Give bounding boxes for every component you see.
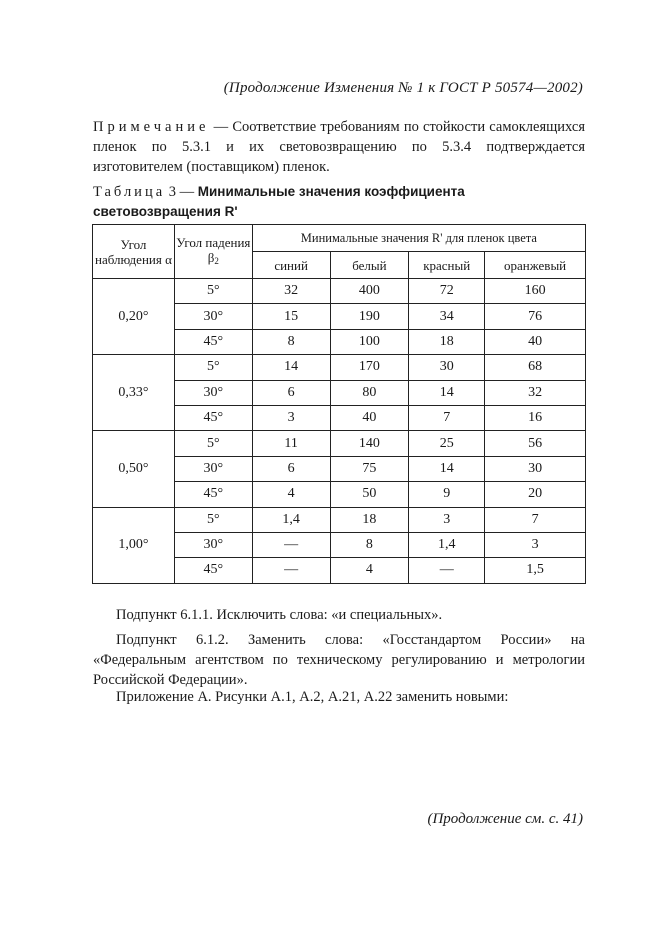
value-cell: 15 xyxy=(252,304,330,329)
value-cell: 1,4 xyxy=(252,507,330,532)
value-cell: 170 xyxy=(330,355,409,380)
table-caption xyxy=(93,182,585,222)
value-cell: — xyxy=(252,532,330,557)
value-cell: 30 xyxy=(409,355,485,380)
continuation-header: (Продолжение Изменения № 1 к ГОСТ Р 50574—2002) xyxy=(223,80,583,96)
retroreflection-table xyxy=(92,224,586,584)
value-cell: 20 xyxy=(485,482,586,507)
incidence-angle-cell: 45° xyxy=(174,558,252,583)
value-cell: 80 xyxy=(330,380,409,405)
paragraph-6-1-1: Подпункт 6.1.1. Исключить слова: «и специальных». xyxy=(116,607,443,623)
value-cell: 6 xyxy=(252,380,330,405)
value-cell: 25 xyxy=(409,431,485,456)
value-cell: 190 xyxy=(330,304,409,329)
incidence-angle-cell: 45° xyxy=(174,482,252,507)
table-row xyxy=(93,279,586,304)
value-cell: 76 xyxy=(485,304,586,329)
value-cell: 50 xyxy=(330,482,409,507)
col-header-color: красный xyxy=(409,252,485,279)
value-cell: 7 xyxy=(485,507,586,532)
incidence-angle-cell: 5° xyxy=(174,507,252,532)
value-cell: 3 xyxy=(485,532,586,557)
col-header-min-values: Минимальные значения R' для пленок цвета xyxy=(252,225,585,252)
value-cell: 18 xyxy=(409,329,485,354)
value-cell: 18 xyxy=(330,507,409,532)
table-row xyxy=(93,431,586,456)
table-caption-label: Таблица xyxy=(93,184,166,200)
incidence-angle-cell: 45° xyxy=(174,329,252,354)
value-cell: 30 xyxy=(485,456,586,481)
value-cell: 3 xyxy=(252,405,330,430)
incidence-angle-cell: 30° xyxy=(174,456,252,481)
value-cell: 14 xyxy=(409,456,485,481)
incidence-angle-cell: 5° xyxy=(174,431,252,456)
paragraph-appendix-a: Приложение А. Рисунки А.1, А.2, А.21, А.22 заменить новыми: xyxy=(116,689,509,705)
value-cell: 8 xyxy=(252,329,330,354)
value-cell: 56 xyxy=(485,431,586,456)
col-header-incidence-angle: Угол падения $\beta_2$ xyxy=(174,225,252,279)
table-caption-number: 3 — xyxy=(168,184,198,200)
value-cell: 7 xyxy=(409,405,485,430)
paragraph-6-1-2: Подпункт 6.1.2. Заменить слова: «Госстандартом России» на «Федеральным агентством по техническому регулированию и метрологии Российской Федерации». xyxy=(93,632,585,688)
observation-angle-cell: 0,33° xyxy=(93,355,175,431)
col-header-color: синий xyxy=(252,252,330,279)
incidence-angle-cell: 45° xyxy=(174,405,252,430)
col-header-observation-angle: Угол наблюдения α xyxy=(93,225,175,279)
value-cell: 40 xyxy=(330,405,409,430)
incidence-angle-cell: 5° xyxy=(174,355,252,380)
value-cell: 1,4 xyxy=(409,532,485,557)
value-cell: 34 xyxy=(409,304,485,329)
value-cell: 32 xyxy=(485,380,586,405)
value-cell: 1,5 xyxy=(485,558,586,583)
value-cell: 16 xyxy=(485,405,586,430)
note-label: Примечание xyxy=(93,119,210,135)
value-cell: 40 xyxy=(485,329,586,354)
value-cell: 14 xyxy=(252,355,330,380)
value-cell: 11 xyxy=(252,431,330,456)
value-cell: 4 xyxy=(330,558,409,583)
value-cell: 4 xyxy=(252,482,330,507)
incidence-angle-cell: 30° xyxy=(174,304,252,329)
value-cell: 6 xyxy=(252,456,330,481)
observation-angle-cell: 0,50° xyxy=(93,431,175,507)
table-body xyxy=(93,279,586,584)
value-cell: 68 xyxy=(485,355,586,380)
incidence-angle-cell: 5° xyxy=(174,279,252,304)
observation-angle-cell: 1,00° xyxy=(93,507,175,583)
value-cell: 72 xyxy=(409,279,485,304)
col-header-color: белый xyxy=(330,252,409,279)
table-row xyxy=(93,507,586,532)
value-cell: 100 xyxy=(330,329,409,354)
value-cell: 75 xyxy=(330,456,409,481)
note-text: — Соответствие требованиям по стойкости самоклеящихся пленок по 5.3.1 и их световозвращению по 5.3.4 подтверждается изготовителем (поставщиком) пленок. xyxy=(93,119,585,175)
value-cell: 9 xyxy=(409,482,485,507)
value-cell: 3 xyxy=(409,507,485,532)
col-header-color: оранжевый xyxy=(485,252,586,279)
value-cell: 140 xyxy=(330,431,409,456)
value-cell: 14 xyxy=(409,380,485,405)
table-caption-title: Минимальные значения коэффициента световозвращения R' xyxy=(93,184,465,219)
note-paragraph xyxy=(93,117,585,177)
value-cell: 8 xyxy=(330,532,409,557)
incidence-angle-cell: 30° xyxy=(174,532,252,557)
value-cell: 160 xyxy=(485,279,586,304)
value-cell: 32 xyxy=(252,279,330,304)
continuation-footer: (Продолжение см. с. 41) xyxy=(427,811,583,827)
table-row xyxy=(93,355,586,380)
incidence-angle-cell: 30° xyxy=(174,380,252,405)
value-cell: — xyxy=(409,558,485,583)
observation-angle-cell: 0,20° xyxy=(93,279,175,355)
value-cell: — xyxy=(252,558,330,583)
value-cell: 400 xyxy=(330,279,409,304)
